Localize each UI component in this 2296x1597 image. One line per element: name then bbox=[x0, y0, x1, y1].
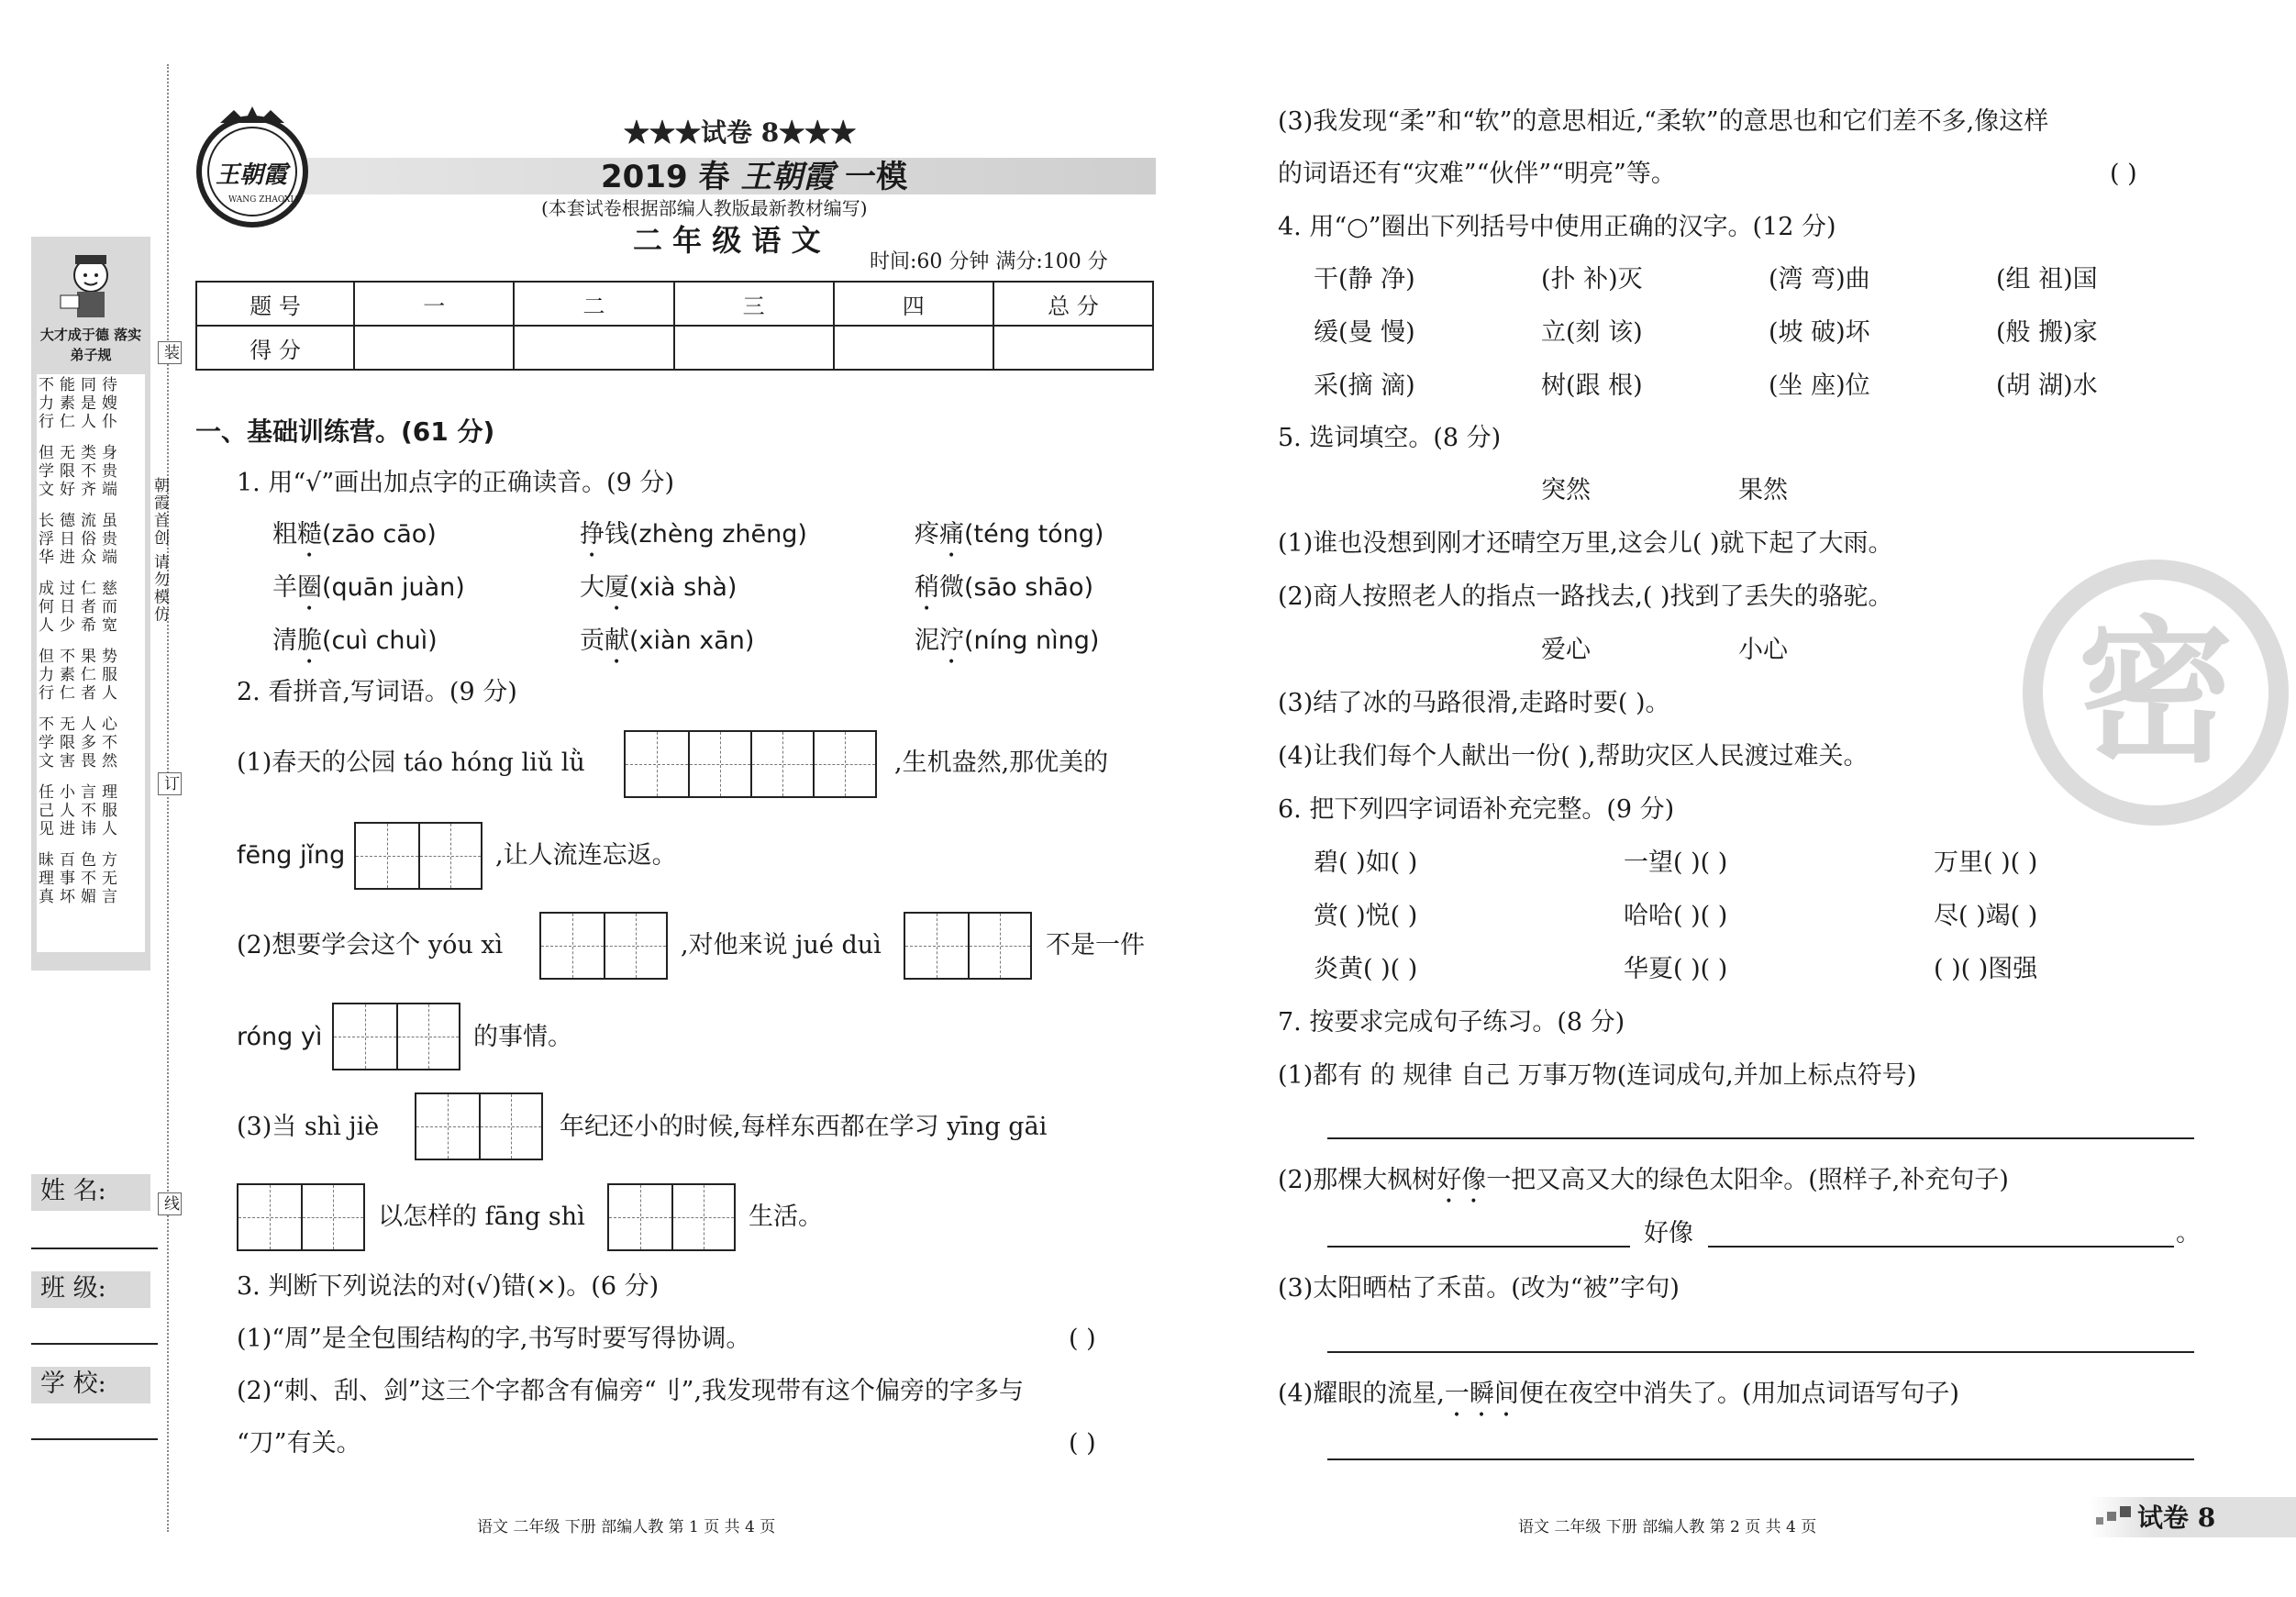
q5-word-choice: 小心 bbox=[1738, 636, 1788, 664]
verse-line: 行仁者人 bbox=[39, 684, 123, 703]
verse-line: 力素是嫂 bbox=[39, 394, 123, 413]
q5-word-choice: 爱心 bbox=[1541, 636, 1591, 664]
score-input-cell[interactable] bbox=[354, 326, 514, 370]
q6-idiom[interactable]: ( )( )图强 bbox=[1934, 955, 2038, 983]
answer-line[interactable] bbox=[1327, 1458, 2194, 1460]
score-header-cell: 总 分 bbox=[993, 282, 1153, 326]
q3-statement: (1)“周”是全包围结构的字,书写时要写得协调。 bbox=[237, 1325, 751, 1353]
q3-statement: “刀”有关。 bbox=[237, 1429, 361, 1458]
verse-line: 人少希宽 bbox=[39, 616, 123, 635]
q5-sentence[interactable]: (3)结了冰的马路很滑,走路时要( )。 bbox=[1278, 689, 1670, 717]
q4-choice[interactable]: (般 搬)家 bbox=[1996, 318, 2098, 347]
q2-2-pinyin: róng yì bbox=[237, 1023, 323, 1051]
stamp-text: 密 bbox=[2077, 601, 2234, 784]
question-5: 5. 选词填空。(8 分) bbox=[1278, 424, 1502, 452]
q4-choice[interactable]: (湾 弯)曲 bbox=[1769, 265, 1870, 294]
score-table-header-row bbox=[196, 282, 1153, 326]
score-table bbox=[195, 281, 1154, 371]
question-4: 4. 用“○”圈出下列括号中使用正确的汉字。(12 分) bbox=[1278, 213, 1836, 241]
q6-idiom[interactable]: 华夏( )( ) bbox=[1624, 955, 1728, 983]
q2-writing-grid[interactable] bbox=[904, 912, 1032, 980]
corner-exam-label: 试卷 8 bbox=[2137, 1503, 2216, 1533]
score-input-cell[interactable] bbox=[514, 326, 673, 370]
q4-choice[interactable]: 采(摘 滴) bbox=[1314, 372, 1415, 400]
verse-group bbox=[39, 444, 143, 499]
class-label: 班 级: bbox=[40, 1274, 106, 1303]
q2-writing-grid[interactable] bbox=[624, 730, 877, 798]
score-header-cell: 三 bbox=[674, 282, 834, 326]
sidebar-verse-columns bbox=[39, 376, 143, 919]
verse-group bbox=[39, 512, 143, 567]
verse-line: 长德流虽 bbox=[39, 512, 123, 530]
question-3: 3. 判断下列说法的对(√)错(×)。(6 分) bbox=[237, 1272, 660, 1301]
question-1: 1. 用“√”画出加点字的正确读音。(9 分) bbox=[237, 469, 674, 497]
q5-sentence[interactable]: (4)让我们每个人献出一份( ),帮助灾区人民渡过难关。 bbox=[1278, 742, 1869, 771]
q2-2-text: 不是一件 bbox=[1046, 931, 1145, 959]
q1-item: 泥泞(níng nìng) bbox=[915, 627, 1100, 655]
q2-3-text: (3)当 shì jiè bbox=[237, 1113, 380, 1141]
score-input-cell[interactable] bbox=[993, 326, 1153, 370]
verse-group bbox=[39, 783, 143, 838]
verse-line: 学限多不 bbox=[39, 734, 123, 752]
verse-line: 学限不贵 bbox=[39, 462, 123, 481]
grade-subject: 二 年 级 语 文 bbox=[633, 223, 821, 258]
verse-line: 见进讳人 bbox=[39, 820, 123, 838]
verse-line: 华进众端 bbox=[39, 549, 123, 567]
title-brand: 王朝霞 bbox=[740, 159, 835, 195]
q5-sentence[interactable]: (2)商人按照老人的指点一路找去,( )找到了丢失的骆驼。 bbox=[1278, 582, 1893, 611]
exam-number-label: ★★★试卷 8★★★ bbox=[624, 117, 857, 148]
answer-line[interactable] bbox=[1327, 1137, 2194, 1139]
confidential-stamp bbox=[2023, 560, 2289, 826]
score-table-score-row bbox=[196, 326, 1153, 370]
question-6: 6. 把下列四字词语补充完整。(9 分) bbox=[1278, 795, 1675, 824]
corner-squares-icon bbox=[2096, 1506, 2133, 1528]
section-1-heading: 一、基础训练营。(61 分) bbox=[195, 416, 495, 447]
q1-item: 挣钱(zhèng zhēng) bbox=[580, 520, 807, 549]
school-field[interactable] bbox=[31, 1438, 158, 1440]
exam-subtitle: (本套试卷根据部编人教版最新教材编写) bbox=[541, 197, 868, 219]
verse-line: 成过仁慈 bbox=[39, 580, 123, 598]
q1-item: 粗糙(zāo cāo) bbox=[272, 520, 437, 549]
q1-item: 稍微(sāo shāo) bbox=[915, 573, 1094, 602]
verse-line: 浮日俗贵 bbox=[39, 530, 123, 549]
score-header-cell: 一 bbox=[354, 282, 514, 326]
score-header-cell: 题 号 bbox=[196, 282, 354, 326]
left-footer: 语文 二年级 下册 部编人教 第 1 页 共 4 页 bbox=[477, 1518, 776, 1536]
q4-choice[interactable]: 缓(曼 慢) bbox=[1314, 318, 1415, 347]
exam-title bbox=[601, 160, 907, 194]
verse-group bbox=[39, 376, 143, 431]
verse-line: 己人不服 bbox=[39, 802, 123, 820]
answer-line[interactable] bbox=[1327, 1246, 1630, 1248]
answer-line[interactable] bbox=[1708, 1246, 2174, 1248]
verse-line: 昧百色方 bbox=[39, 851, 123, 870]
q3-statement: (3)我发现“柔”和“软”的意思相近,“柔软”的意思也和它们差不多,像这样 bbox=[1278, 107, 2049, 136]
verse-line: 文害畏然 bbox=[39, 752, 123, 771]
verse-line: 不无人心 bbox=[39, 715, 123, 734]
q2-2-text: (2)想要学会这个 yóu xì bbox=[237, 931, 504, 959]
anti-copy-notice: 朝霞首创 请勿模仿 bbox=[150, 477, 169, 624]
verse-line: 任小言理 bbox=[39, 783, 123, 802]
school-label: 学 校: bbox=[40, 1370, 106, 1398]
q1-item: 疼痛(téng tóng) bbox=[915, 520, 1104, 549]
q2-3-text: 生活。 bbox=[749, 1203, 823, 1231]
q2-1-text: ,让人流连忘返。 bbox=[495, 841, 677, 870]
q6-idiom[interactable]: 哈哈( )( ) bbox=[1624, 902, 1728, 930]
q2-2-text: ,对他来说 jué duì bbox=[681, 931, 882, 959]
title-year: 2019 春 bbox=[601, 159, 730, 195]
q6-idiom[interactable]: 炎黄( )( ) bbox=[1314, 955, 1418, 983]
q4-choice[interactable]: (扑 补)灭 bbox=[1541, 265, 1643, 294]
q3-statement: 的词语还有“灾难”“伙伴”“明亮”等。 bbox=[1278, 160, 1676, 188]
q1-item: 羊圈(quān juàn) bbox=[272, 573, 465, 602]
q2-3-text: 年纪还小的时候,每样东西都在学习 yīng gāi bbox=[560, 1113, 1048, 1141]
q2-3-text: 以怎样的 fāng shì bbox=[378, 1203, 585, 1231]
verse-line: 行仁人仆 bbox=[39, 413, 123, 431]
verse-line: 真坏媚言 bbox=[39, 888, 123, 906]
q4-choice[interactable]: (坡 破)坏 bbox=[1769, 318, 1870, 347]
q4-choice[interactable]: 立(刻 该) bbox=[1541, 318, 1643, 347]
q2-1-text: (1)春天的公园 táo hóng liǔ lǜ bbox=[237, 749, 585, 777]
verse-group bbox=[39, 851, 143, 906]
verse-line: 文好齐端 bbox=[39, 481, 123, 499]
q5-word-choice: 果然 bbox=[1738, 476, 1788, 505]
q7-prompt: (4)耀眼的流星,一瞬间便在夜空中消失了。(用加点词语写句子) bbox=[1278, 1380, 1959, 1408]
verse-line: 力素仁服 bbox=[39, 666, 123, 684]
q7-prompt: (1)都有 的 规律 自己 万事万物(连词成句,并加上标点符号) bbox=[1278, 1061, 1917, 1090]
q2-1-text: ,生机盎然,那优美的 bbox=[894, 749, 1109, 777]
q2-writing-grid[interactable] bbox=[539, 912, 668, 980]
time-and-score: 时间:60 分钟 满分:100 分 bbox=[870, 250, 1108, 273]
q1-item: 贡献(xiàn xān) bbox=[580, 627, 755, 655]
q2-writing-grid[interactable] bbox=[607, 1183, 736, 1251]
verse-line: 但不果势 bbox=[39, 648, 123, 666]
answer-paren[interactable]: ( ) bbox=[1069, 1429, 1096, 1458]
question-2: 2. 看拼音,写词语。(9 分) bbox=[237, 678, 517, 706]
q4-choice[interactable]: 干(静 净) bbox=[1314, 265, 1415, 294]
q5-word-choice: 突然 bbox=[1541, 476, 1591, 505]
answer-line[interactable] bbox=[1327, 1351, 2194, 1353]
q2-writing-grid[interactable] bbox=[237, 1183, 365, 1251]
question-7: 7. 按要求完成句子练习。(8 分) bbox=[1278, 1008, 1625, 1037]
q4-choice[interactable]: (胡 湖)水 bbox=[1996, 372, 2098, 400]
answer-paren[interactable]: ( ) bbox=[2110, 160, 2137, 188]
score-header-cell: 二 bbox=[514, 282, 673, 326]
q1-item: 大厦(xià shà) bbox=[580, 573, 738, 602]
answer-paren[interactable]: ( ) bbox=[1069, 1325, 1096, 1353]
verse-line: 不能同待 bbox=[39, 376, 123, 394]
score-row-label: 得 分 bbox=[196, 326, 354, 370]
class-field[interactable] bbox=[31, 1343, 158, 1345]
score-header-cell: 四 bbox=[834, 282, 993, 326]
q6-idiom[interactable]: 尽( )竭( ) bbox=[1934, 902, 2038, 930]
verse-group bbox=[39, 648, 143, 703]
logo-text: 王朝霞 bbox=[216, 161, 288, 189]
verse-line: 何日者而 bbox=[39, 598, 123, 616]
q3-statement: (2)“刺、刮、剑”这三个字都含有偏旁“刂”,我发现带有这个偏旁的字多与 bbox=[237, 1377, 1025, 1405]
q2-writing-grid[interactable] bbox=[415, 1092, 543, 1160]
sidebar-motto: 大才成于德 落实弟子规 bbox=[39, 327, 142, 363]
q2-writing-grid[interactable] bbox=[354, 822, 482, 890]
logo-small-text: WANG ZHAOXIA bbox=[228, 195, 300, 205]
cartoon-scholar-icon bbox=[57, 248, 125, 321]
q7-prompt: (3)太阳晒枯了禾苗。(改为“被”字句) bbox=[1278, 1274, 1680, 1303]
q2-1-pinyin: fēng jǐng bbox=[237, 841, 346, 870]
verse-line: 理事不无 bbox=[39, 870, 123, 888]
q7-2-period: 。 bbox=[2176, 1219, 2201, 1248]
q4-choice[interactable]: 树(跟 根) bbox=[1541, 372, 1643, 400]
q4-choice[interactable]: (坐 座)位 bbox=[1769, 372, 1870, 400]
name-label: 姓 名: bbox=[40, 1177, 106, 1205]
q7-2-connector: 好像 bbox=[1644, 1219, 1693, 1248]
q2-writing-grid[interactable] bbox=[332, 1003, 460, 1070]
q6-idiom[interactable]: 一望( )( ) bbox=[1624, 848, 1728, 877]
binding-line bbox=[167, 64, 169, 1532]
verse-line: 但无类身 bbox=[39, 444, 123, 462]
seal-char: 线 bbox=[158, 1192, 182, 1215]
verse-group bbox=[39, 580, 143, 635]
brand-logo bbox=[188, 103, 316, 231]
q4-choice[interactable]: (组 祖)国 bbox=[1996, 265, 2098, 294]
seal-char: 装 bbox=[158, 341, 182, 364]
score-input-cell[interactable] bbox=[834, 326, 993, 370]
q6-idiom[interactable]: 赏( )悦( ) bbox=[1314, 902, 1418, 930]
name-field[interactable] bbox=[31, 1248, 158, 1249]
score-input-cell[interactable] bbox=[674, 326, 834, 370]
q6-idiom[interactable]: 万里( )( ) bbox=[1934, 848, 2038, 877]
title-mock: 一模 bbox=[845, 159, 908, 195]
verse-group bbox=[39, 715, 143, 771]
right-footer: 语文 二年级 下册 部编人教 第 2 页 共 4 页 bbox=[1518, 1518, 1817, 1536]
q2-2-text: 的事情。 bbox=[473, 1023, 572, 1051]
q6-idiom[interactable]: 碧( )如( ) bbox=[1314, 848, 1418, 877]
q7-prompt: (2)那棵大枫树好像一把又高又大的绿色太阳伞。(照样子,补充句子) bbox=[1278, 1166, 2009, 1194]
seal-char: 订 bbox=[158, 772, 182, 795]
q5-sentence[interactable]: (1)谁也没想到刚才还晴空万里,这会儿( )就下起了大雨。 bbox=[1278, 529, 1893, 558]
q1-item: 清脆(cuì chuì) bbox=[272, 627, 438, 655]
